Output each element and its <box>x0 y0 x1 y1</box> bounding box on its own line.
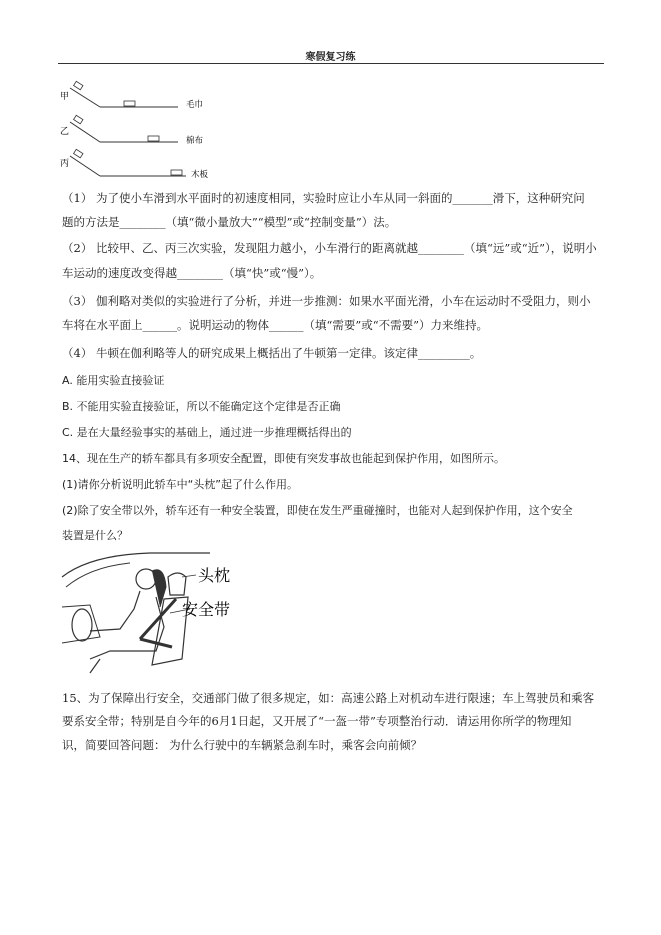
q13-option-a: A. 能用实验直接验证 <box>62 374 165 387</box>
ramp-experiment-figure <box>58 76 218 182</box>
q14-line1: 14、现在生产的轿车都具有多项安全配置，即使有突发事故也能起到保护作用，如图所示。 <box>62 452 505 465</box>
q13-part2-line1: （2） 比较甲、乙、丙三次实验，发现阻力越小，小车滑行的距离就越________（填“远”或“近”），说明小 <box>62 241 597 255</box>
cart-icon <box>74 115 83 124</box>
surface-label: 棉布 <box>186 136 204 146</box>
seatbelt-label: 安全带 <box>182 600 231 619</box>
q15-line3: 识，简要回答问题： 为什么行驶中的车辆紧急刹车时，乘客会向前倾？ <box>62 738 423 752</box>
cart-icon <box>148 136 159 141</box>
q13-part3-line2: 车将在水平面上______。说明运动的物体______（填“需要”或“不需要”）力来维持。 <box>62 318 489 332</box>
q14-line4: 装置是什么？ <box>62 529 128 542</box>
header-divider <box>58 63 604 64</box>
q13-part3-line1: （3） 伽利略对类似的实验进行了分析，并进一步推测：如果水平面光滑，小车在运动时不受阻力，则小 <box>62 294 591 308</box>
headrest-label: 头枕 <box>198 566 231 585</box>
q13-option-c: C. 是在大量经验事实的基础上，通过进一步推理概括得出的 <box>62 426 352 439</box>
row-label: 丙 <box>60 159 70 169</box>
q14-line2: (1)请你分析说明此轿车中“头枕”起了什么作用。 <box>62 478 298 491</box>
cart-icon <box>124 101 135 106</box>
car-safety-figure <box>60 547 256 677</box>
row-label: 甲 <box>60 92 70 102</box>
q13-option-b: B. 不能用实验直接验证，所以不能确定这个定律是否正确 <box>62 400 341 413</box>
surface-label: 毛巾 <box>186 100 204 110</box>
q15-line2: 要系安全带；特别是自今年的6月1日起，又开展了“一盔一带”专项整治行动．请运用你所学的物理知 <box>62 714 572 728</box>
cart-icon <box>171 170 182 175</box>
page-header-title: 寒假复习练 <box>305 52 356 63</box>
surface-label: 木板 <box>191 170 209 180</box>
cart-icon <box>74 81 83 90</box>
q13-part1-line2: 题的方法是________（填“微小量放大”“模型”或“控制变量”）法。 <box>62 215 397 229</box>
q13-part1-line1: （1） 为了使小车滑到水平面时的初速度相同，实验时应让小车从同一斜面的_______滑下，这种研究问 <box>62 191 585 205</box>
q13-part2-line2: 车运动的速度改变得越________（填“快”或“慢”）。 <box>62 266 322 280</box>
q15-line1: 15、为了保障出行安全，交通部门做了很多规定，如：高速公路上对机动车进行限速；车上驾驶员和乘客 <box>62 691 595 705</box>
row-label: 乙 <box>60 127 70 137</box>
cart-icon <box>74 149 83 158</box>
q14-line3: (2)除了安全带以外，轿车还有一种安全装置，即使在发生严重碰撞时，也能对人起到保护作用，这个安全 <box>62 504 573 517</box>
q13-part4-line1: （4） 牛顿在伽利略等人的研究成果上概括出了牛顿第一定律。该定律_________。 <box>62 346 482 360</box>
